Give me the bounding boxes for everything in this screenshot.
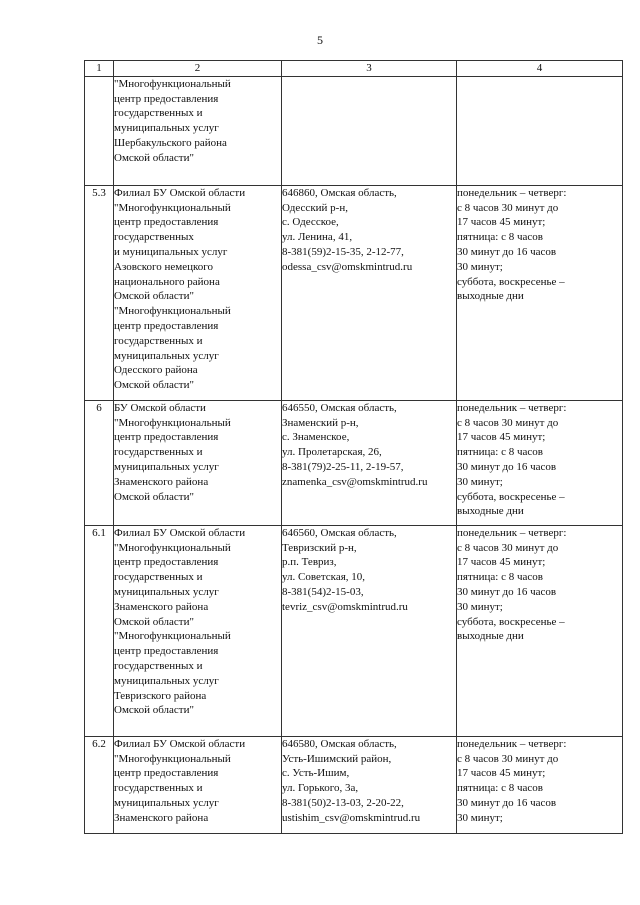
working-hours-cell [457, 525, 623, 736]
name-line: национального района [114, 275, 220, 288]
address-line: Одесский р-н, [282, 201, 348, 214]
header-col-1: 1 [85, 61, 114, 77]
name-line: государственных и [114, 571, 203, 584]
schedule-line: 17 часов 45 минут; [457, 556, 546, 569]
name-line: центр предоставления [114, 92, 219, 105]
organization-name-cell [114, 736, 282, 833]
schedule-line: суббота, воскресенье – [457, 615, 565, 628]
schedule-line: с 8 часов 30 минут до [457, 416, 559, 429]
organization-name-cell [114, 76, 282, 185]
schedule-line: пятница: с 8 часов [457, 446, 543, 459]
table-row [85, 525, 623, 736]
name-line: "Многофункциональный [114, 630, 231, 643]
address-line: ул. Горького, 3а, [282, 782, 359, 795]
schedule-line: понедельник – четверг: [457, 401, 567, 414]
address-line: 8-381(50)2-13-03, 2-20-22, [282, 796, 404, 809]
name-line: Филиал БУ Омской области [114, 186, 246, 199]
address-contacts-cell [282, 525, 457, 736]
row-number: 5.3 [85, 185, 114, 400]
working-hours-cell [457, 400, 623, 525]
name-line: центр предоставления [114, 216, 219, 229]
name-line: государственных и [114, 107, 203, 120]
address-line: Тевризский р-н, [282, 541, 357, 554]
name-line: муниципальных услуг [114, 796, 219, 809]
schedule-line: с 8 часов 30 минут до [457, 752, 559, 765]
row-number: 6.1 [85, 525, 114, 736]
organization-name-cell [114, 525, 282, 736]
schedule-line: суббота, воскресенье – [457, 490, 565, 503]
address-line: tevriz_csv@omskmintrud.ru [282, 600, 408, 613]
address-line: 646550, Омская область, [282, 401, 397, 414]
schedule-line: 17 часов 45 минут; [457, 431, 546, 444]
address-line: с. Усть-Ишим, [282, 767, 350, 780]
name-line: Знаменского района [114, 600, 209, 613]
schedule-line: 30 минут до 16 часов [457, 796, 557, 809]
name-line: и муниципальных услуг [114, 245, 228, 258]
schedule-line: с 8 часов 30 минут до [457, 541, 559, 554]
address-line: 646580, Омская область, [282, 737, 397, 750]
schedule-line: пятница: с 8 часов [457, 782, 543, 795]
address-line: 646860, Омская область, [282, 186, 397, 199]
header-col-4: 4 [457, 61, 623, 77]
name-line: Омской области" [114, 379, 194, 392]
address-line: с. Одесское, [282, 216, 339, 229]
name-line: Шербакульского района [114, 136, 227, 149]
name-line: Азовского немецкого [114, 260, 214, 273]
schedule-line: 17 часов 45 минут; [457, 216, 546, 229]
name-line: "Многофункциональный [114, 305, 231, 318]
name-line: Одесского района [114, 364, 198, 377]
name-line: Знаменского района [114, 475, 209, 488]
name-line: БУ Омской области [114, 401, 206, 414]
address-line: р.п. Тевриз, [282, 556, 337, 569]
page-number: 5 [317, 33, 323, 47]
schedule-line: 30 минут до 16 часов [457, 460, 557, 473]
schedule-line: 30 минут; [457, 260, 503, 273]
name-line: Филиал БУ Омской области [114, 526, 246, 539]
schedule-line: понедельник – четверг: [457, 737, 567, 750]
address-contacts-cell [282, 736, 457, 833]
schedule-line: 30 минут до 16 часов [457, 245, 557, 258]
schedule-line: понедельник – четверг: [457, 526, 567, 539]
name-line: государственных и [114, 782, 203, 795]
address-line: odessa_csv@omskmintrud.ru [282, 260, 413, 273]
name-line: центр предоставления [114, 431, 219, 444]
name-line: государственных и [114, 659, 203, 672]
name-line: Омской области" [114, 490, 194, 503]
name-line: "Многофункциональный [114, 752, 231, 765]
schedule-line: с 8 часов 30 минут до [457, 201, 559, 214]
name-line: "Многофункциональный [114, 541, 231, 554]
address-line: 8-381(59)2-15-35, 2-12-77, [282, 245, 404, 258]
name-line: Тевризского района [114, 689, 207, 702]
schedule-line: суббота, воскресенье – [457, 275, 565, 288]
table-row [85, 400, 623, 525]
name-line: центр предоставления [114, 767, 219, 780]
address-line: ул. Ленина, 41, [282, 231, 353, 244]
name-line: Омской области" [114, 290, 194, 303]
address-line: ustishim_csv@omskmintrud.ru [282, 811, 421, 824]
name-line: "Многофункциональный [114, 201, 231, 214]
schedule-line: 30 минут; [457, 811, 503, 824]
address-line: znamenka_csv@omskmintrud.ru [282, 475, 428, 488]
address-contacts-cell [282, 185, 457, 400]
address-line: Усть-Ишимский район, [282, 752, 392, 765]
address-line: Знаменский р-н, [282, 416, 359, 429]
name-line: муниципальных услуг [114, 585, 219, 598]
row-number: 6 [85, 400, 114, 525]
name-line: центр предоставления [114, 556, 219, 569]
schedule-line: понедельник – четверг: [457, 186, 567, 199]
organization-name-cell [114, 400, 282, 525]
table-row [85, 76, 623, 185]
name-line: муниципальных услуг [114, 460, 219, 473]
name-line: центр предоставления [114, 645, 219, 658]
schedule-line: 30 минут до 16 часов [457, 585, 557, 598]
working-hours-cell [457, 76, 623, 185]
schedule-line: пятница: с 8 часов [457, 231, 543, 244]
address-line: ул. Пролетарская, 26, [282, 446, 382, 459]
table-header-row [85, 61, 623, 77]
name-line: Омской области" [114, 704, 194, 717]
schedule-line: выходные дни [457, 630, 524, 643]
header-col-3: 3 [282, 61, 457, 77]
name-line: государственных [114, 231, 194, 244]
name-line: Филиал БУ Омской области [114, 737, 246, 750]
address-line: 8-381(79)2-25-11, 2-19-57, [282, 460, 404, 473]
schedule-line: 17 часов 45 минут; [457, 767, 546, 780]
address-line: 8-381(54)2-15-03, [282, 585, 364, 598]
address-line: 646560, Омская область, [282, 526, 397, 539]
name-line: муниципальных услуг [114, 674, 219, 687]
header-col-2: 2 [114, 61, 282, 77]
name-line: муниципальных услуг [114, 349, 219, 362]
schedule-line: выходные дни [457, 505, 524, 518]
name-line: "Многофункциональный [114, 416, 231, 429]
name-line: муниципальных услуг [114, 122, 219, 135]
organization-name-cell [114, 185, 282, 400]
working-hours-cell [457, 185, 623, 400]
table-row [85, 185, 623, 400]
schedule-line: 30 минут; [457, 600, 503, 613]
name-line: государственных и [114, 446, 203, 459]
table-row [85, 736, 623, 833]
working-hours-cell [457, 736, 623, 833]
name-line: Знаменского района [114, 811, 209, 824]
address-line: ул. Советская, 10, [282, 571, 366, 584]
name-line: "Многофункциональный [114, 77, 231, 90]
name-line: государственных и [114, 334, 203, 347]
address-contacts-cell [282, 76, 457, 185]
name-line: Омской области" [114, 151, 194, 164]
name-line: Омской области" [114, 615, 194, 628]
schedule-line: пятница: с 8 часов [457, 571, 543, 584]
schedule-line: 30 минут; [457, 475, 503, 488]
row-number [85, 76, 114, 185]
branches-table [84, 60, 623, 834]
address-line: с. Знаменское, [282, 431, 350, 444]
schedule-line: выходные дни [457, 290, 524, 303]
name-line: центр предоставления [114, 319, 219, 332]
row-number: 6.2 [85, 736, 114, 833]
address-contacts-cell [282, 400, 457, 525]
